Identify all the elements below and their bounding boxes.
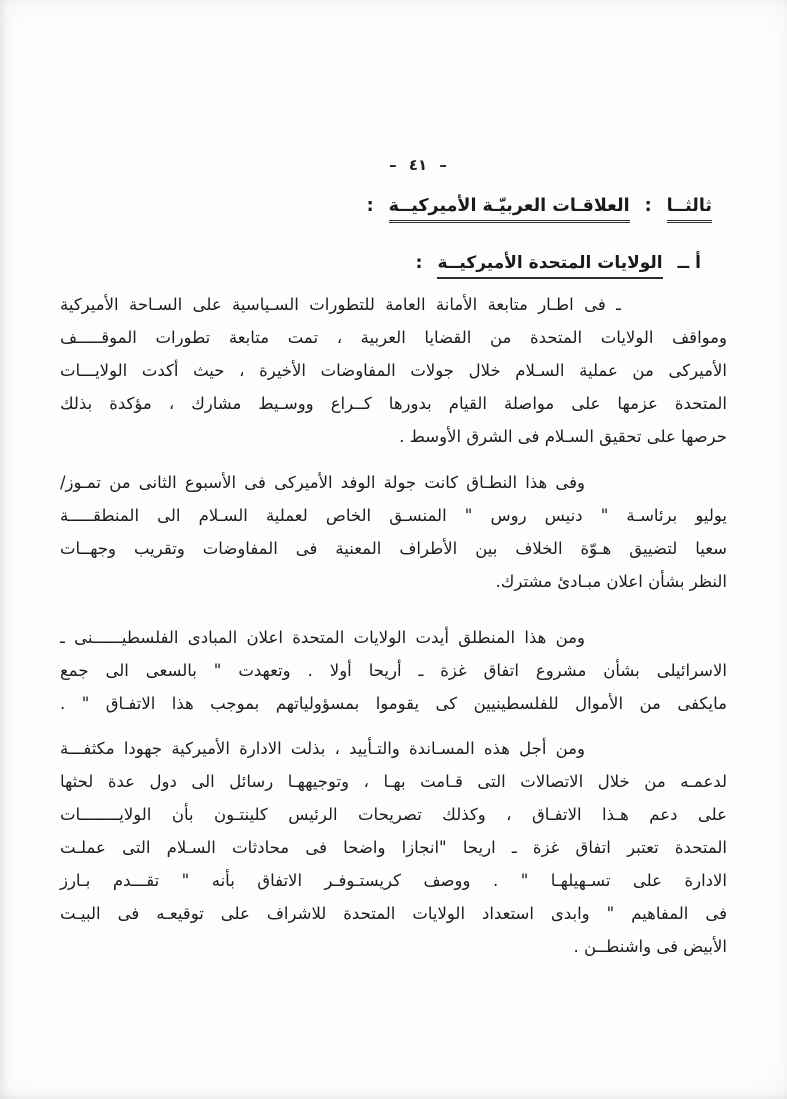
text-line: الأبيض فى واشنطــن . xyxy=(573,937,727,956)
document-body xyxy=(60,288,727,963)
text-line: ومن أجل هذه المسـاندة والتـأييد ، بذلت الادارة الأميركية جهودا مكثفـــة xyxy=(60,739,585,758)
subsection-heading-label: أ ــ xyxy=(677,253,701,273)
text-line: ـ فى اطـار متابعة الأمانة العامة للتطورات السـياسية على السـاحة الأميركية xyxy=(60,295,621,314)
section-heading xyxy=(367,196,712,223)
paragraph-3 xyxy=(60,621,727,720)
text-line: النظر بشأن اعلان مبـادئ مشترك. xyxy=(495,572,727,591)
text-line: حرصها على تحقيق السـلام فى الشرق الأوسط . xyxy=(399,427,727,446)
text-line: ومن هذا المنطلق أيدت الولايات المتحدة اعلان المبادى الفلسطيــــــنى ـ xyxy=(60,628,585,647)
text-line: المتحدة تعتبر اتفاق غزة ـ اريحا "انجازا واضحا فى محادثات السـلام التى عملـت xyxy=(60,838,727,857)
text-line: يوليو برئاسـة " دنيس روس " المنسـق الخاص لعملية السـلام الى المنطقـــــة xyxy=(60,506,727,525)
paragraph-1 xyxy=(60,288,727,453)
subsection-heading-title: الولايات المتحدة الأميركيــة xyxy=(437,253,662,279)
section-heading-trailing-colon: : xyxy=(366,196,374,216)
text-line: الادارة على تسـهيلهـا " . ووصف كريستـوفـر الاتفاق بأنه " تقـــدم بـارز xyxy=(60,871,727,890)
text-line: الأميركى من عملية السـلام خلال جولات المفاوضات الأخيرة ، حيث أكدت الولايـــات xyxy=(60,361,727,380)
paragraph-4 xyxy=(60,732,727,963)
paragraph-2 xyxy=(60,466,727,598)
text-line: لدعمـه من خلال الاتصالات التى قـامت بهـا ، وتوجيههـا رسائل الى دول عدة لحثها xyxy=(60,772,727,791)
section-heading-title: العلاقـات العربيّـة الأميركيــة xyxy=(389,196,630,223)
text-line: مايكفى من الأموال للفلسطينيين كى يقوموا بمسؤولياتهم بموجب هذا الاتفـاق " . xyxy=(60,694,727,713)
text-line: فى المفاهيم " وابدى استعداد الولايات المتحدة للاشراف على توقيعـه فى البيـت xyxy=(60,904,727,923)
text-line: وفى هذا النطـاق كانت جولة الوفد الأميركى فى الأسبوع الثانى من تمـوز/ xyxy=(60,473,585,492)
section-heading-label: ثالثــا xyxy=(667,196,712,223)
text-line: سعيا لتضييق هـوّة الخلاف بين الأطراف المعنية فى المفاوضات وتقريب وجهــات xyxy=(60,539,727,558)
section-heading-colon: : xyxy=(644,196,652,216)
text-line: ومواقف الولايات المتحدة من القضايا العربية ، تمت متابعة تطورات الموقـــــف xyxy=(60,328,727,347)
text-line: على دعم هـذا الاتفـاق ، وكذلك تصريحات الرئيس كلينتـون بأن الولايــــــــات xyxy=(60,805,727,824)
subsection-heading-trailing-colon: : xyxy=(415,253,423,273)
subsection-heading xyxy=(416,253,701,279)
text-line: الاسرائيلى بشأن مشروع اتفاق غزة ـ أريحا أولا . وتعهدت " بالسعى الى جمع xyxy=(60,661,727,680)
text-line: المتحدة عزمها على مواصلة القيام بدورها كــراع ووسـيط مشارك ، مؤكدة بذلك xyxy=(60,394,727,413)
page-number: – ٤١ – xyxy=(389,156,447,174)
